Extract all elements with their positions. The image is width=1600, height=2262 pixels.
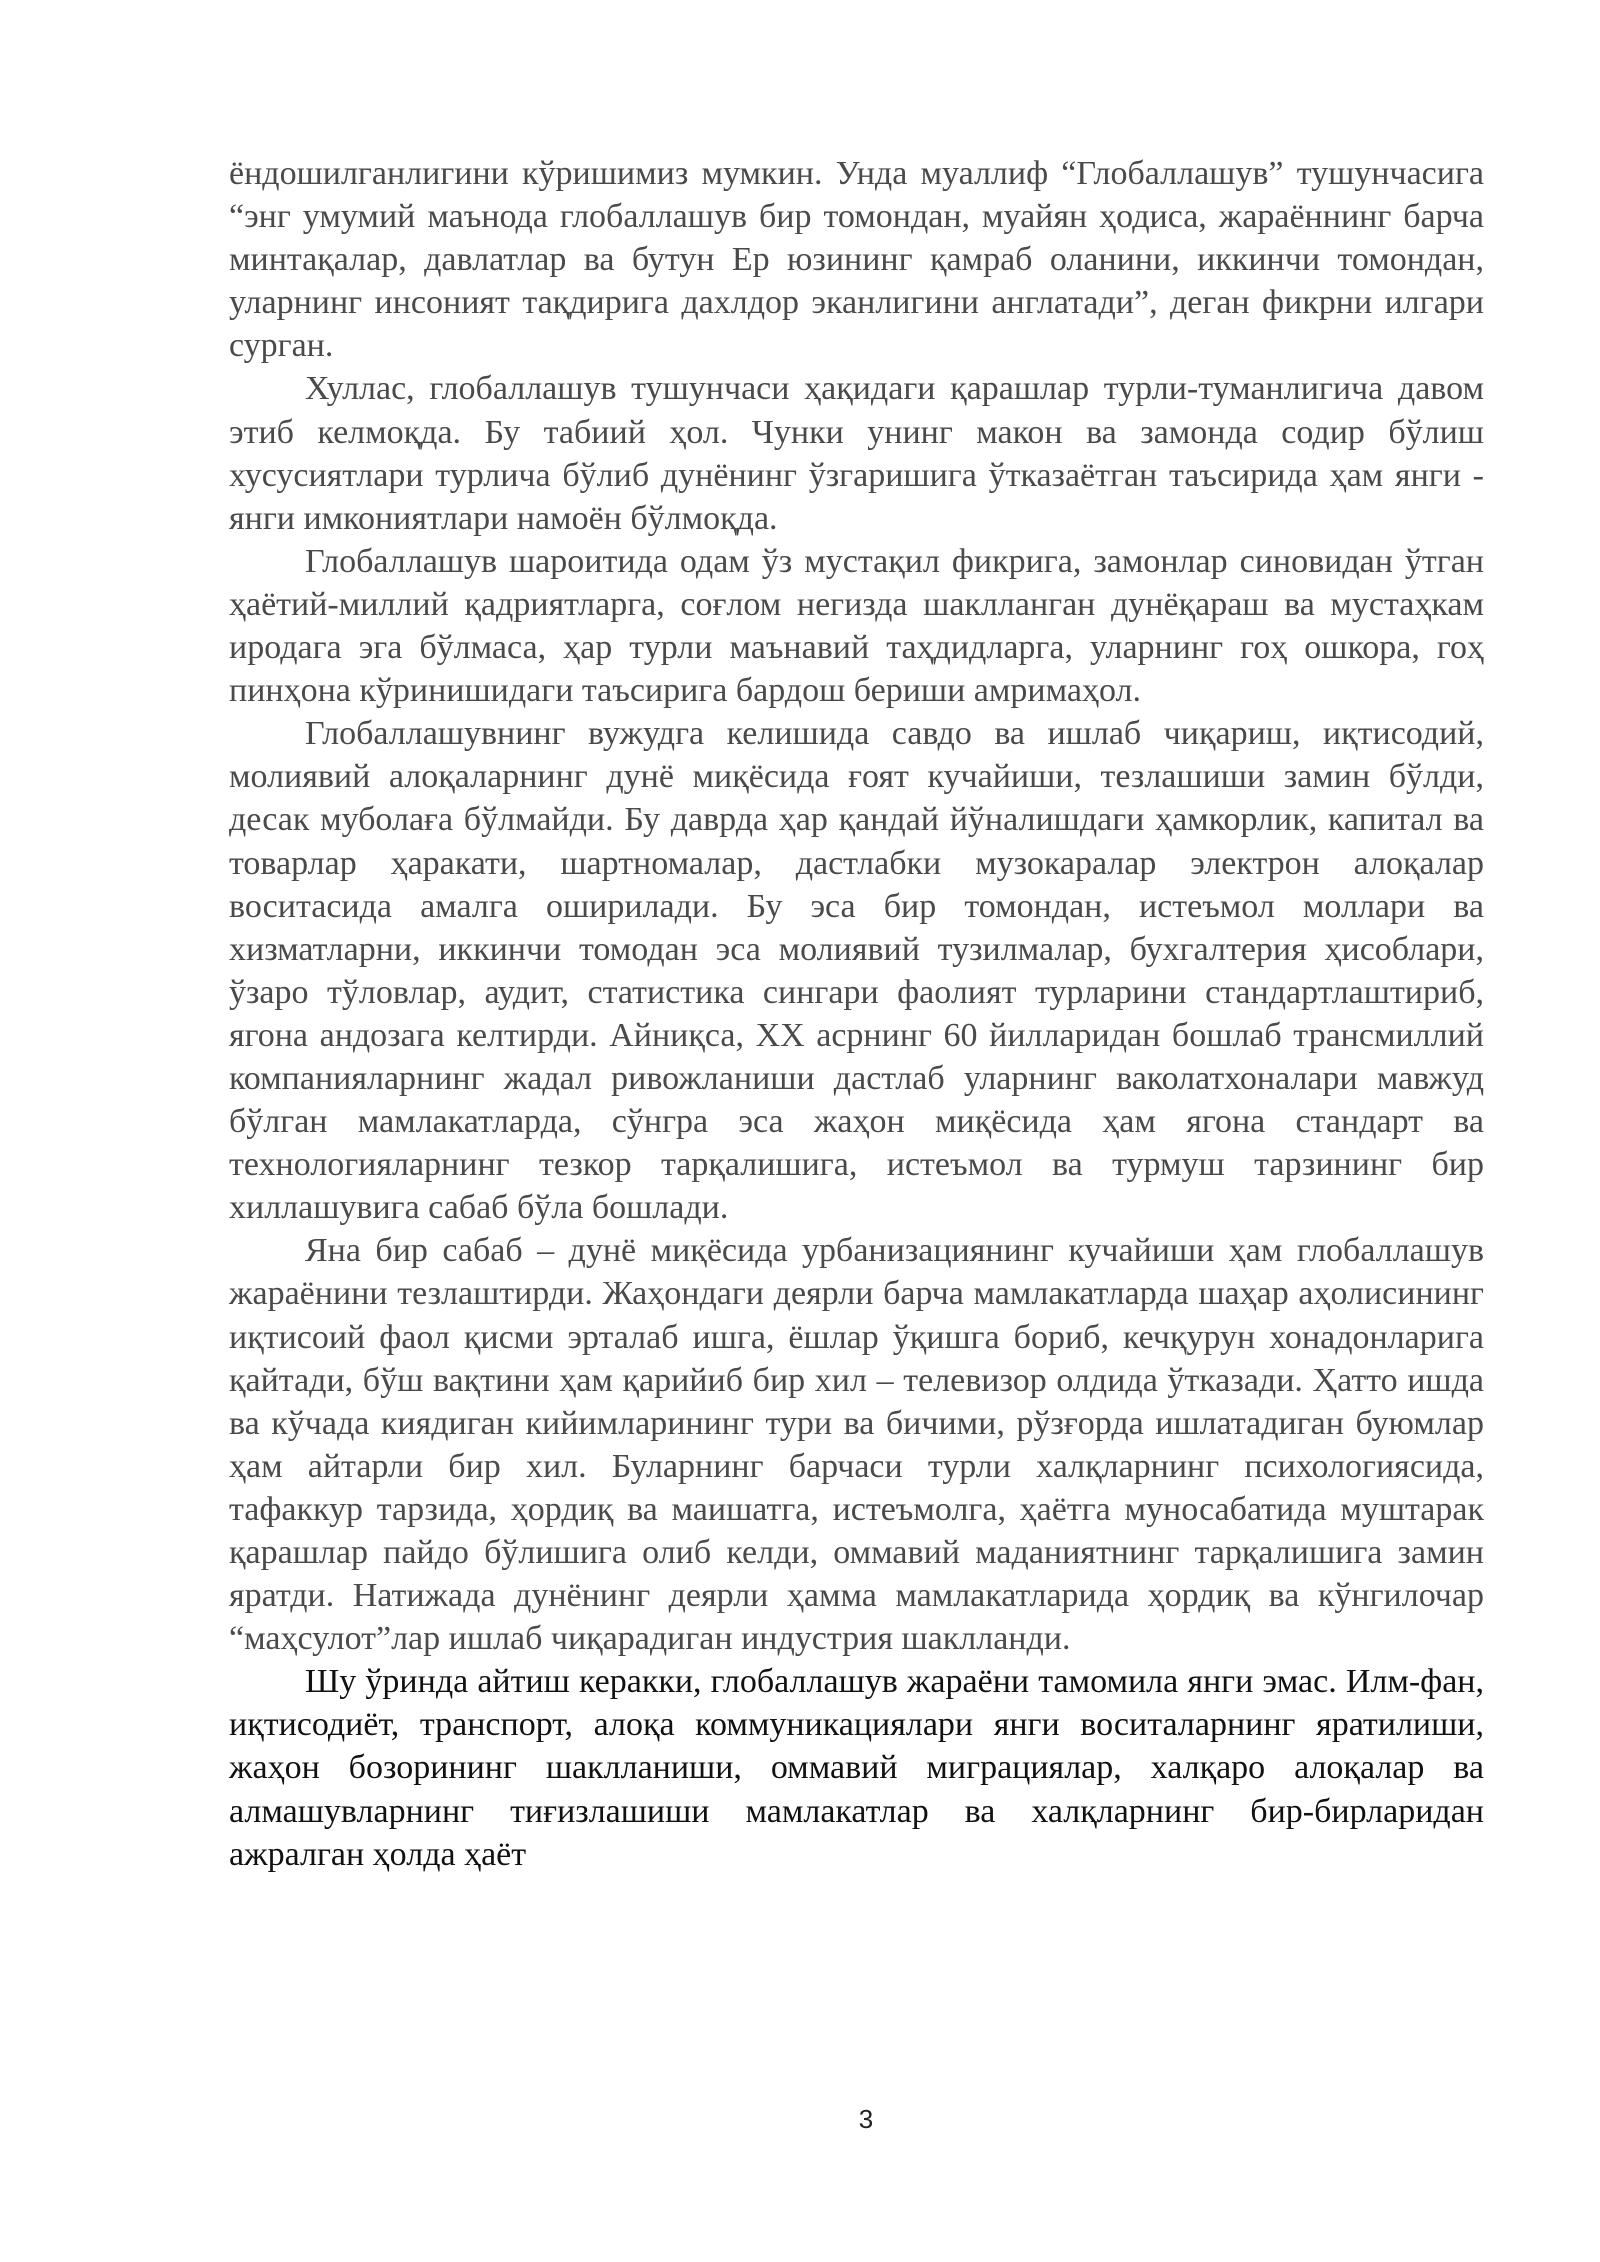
paragraph-5: Яна бир сабаб – дунё миқёсида урбанизациянинг кучайиши ҳам глобаллашув жараёнини тезлаштирди. Жаҳондаги деярли барча мамлакатларда шаҳар аҳолисининг иқтисоий фаол қисми эрталаб ишга, ёшлар ўқишга бориб, кечқурун хонадонларига қайтади, бўш вақтини ҳам қарийиб бир хил – телевизор олдида ўтказади. Ҳатто ишда ва кўчада киядиган кийимларининг тури ва бичими, рўзғорда ишлатадиган буюмлар ҳам айтарли бир хил. Буларнинг барчаси турли халқларнинг психологиясида, тафаккур тарзида, ҳордиқ ва маишатга, истеъмолга, ҳаётга муносабатида муштарак қарашлар пайдо бўлишига олиб келди, оммавий маданиятнинг тарқалишига замин яратди. Натижада дунёнинг деярли ҳамма мамлакатларида ҳордиқ ва кўнгилочар “маҳсулот”лар ишлаб чиқарадиган индустрия шаклланди.	[229, 1232, 1484, 1658]
page-number: 3	[858, 2104, 874, 2134]
paragraph-2: Хуллас, глобаллашув тушунчаси ҳақидаги қарашлар турли-туманлигича давом этиб келмоқда. Бу табиий ҳол. Чунки унинг макон ва замонда содир бўлиш хусусиятлари турлича бўлиб дунёнинг ўзгаришига ўтказаётган таъсирида ҳам янги - янги имкониятлари намоён бўлмоқда.	[229, 370, 1484, 537]
paragraph-4: Глобаллашувнинг вужудга келишида савдо ва ишлаб чиқариш, иқтисодий, молиявий алоқаларнинг дунё миқёсида ғоят кучайиши, тезлашиши замин бўлди, десак муболаға бўлмайди. Бу даврда ҳар қандай йўналишдаги ҳамкорлик, капитал ва товарлар ҳаракати, шартномалар, дастлабки музокаралар электрон алоқалар воситасида амалга оширилади. Бу эса бир томондан, истеъмол моллари ва хизматларни, иккинчи томодан эса молиявий тузилмалар, бухгалтерия ҳисоблари, ўзаро тўловлар, аудит, статистика сингари фаолият турларини стандартлаштириб, ягона андозага келтирди. Айниқса, XX асрнинг 60 йилларидан бошлаб трансмиллий компанияларнинг жадал ривожланиши дастлаб уларнинг ваколатхоналари мавжуд бўлган мамлакатларда, сўнгра эса жаҳон миқёсида ҳам ягона стандарт ва технологияларнинг тезкор тарқалишига, истеъмол ва турмуш тарзининг бир хиллашувига сабаб бўла бошлади.	[229, 715, 1484, 1227]
paragraph-3: Глобаллашув шароитида одам ўз мустақил фикрига, замонлар синовидан ўтган ҳаётий-миллий қадриятларга, соғлом негизда шаклланган дунёқараш ва мустаҳкам иродага эга бўлмаса, ҳар турли маънавий таҳдидларга, уларнинг гоҳ ошкора, гоҳ пинҳона кўринишидаги таъсирига бардош бериши амримаҳол.	[229, 542, 1484, 710]
document-body	[229, 152, 1484, 1876]
paragraph-1: ёндошилганлигини кўришимиз мумкин. Унда муаллиф “Глобаллашув” тушунчасига “энг умумий маънода глобаллашув бир томондан, муайян ҳодиса, жараённинг барча минтақалар, давлатлар ва бутун Ер юзининг қамраб оланини, иккинчи томондан, уларнинг инсоният тақдирига дахлдор эканлигини англатади”, деган фикрни илгари сурган.	[229, 155, 1484, 365]
paragraph-6: Шу ўринда айтиш керакки, глобаллашув жараёни тамомила янги эмас. Илм-фан, иқтисодиёт, транспорт, алоқа коммуникациялари янги воситаларнинг яратилиши, жаҳон бозорининг шаклланиши, оммавий миграциялар, халқаро алоқалар ва алмашувларнинг тиғизлашиши мамлакатлар ва халқларнинг бир-бирларидан ажралган ҳолда ҳаёт	[229, 1663, 1484, 1873]
